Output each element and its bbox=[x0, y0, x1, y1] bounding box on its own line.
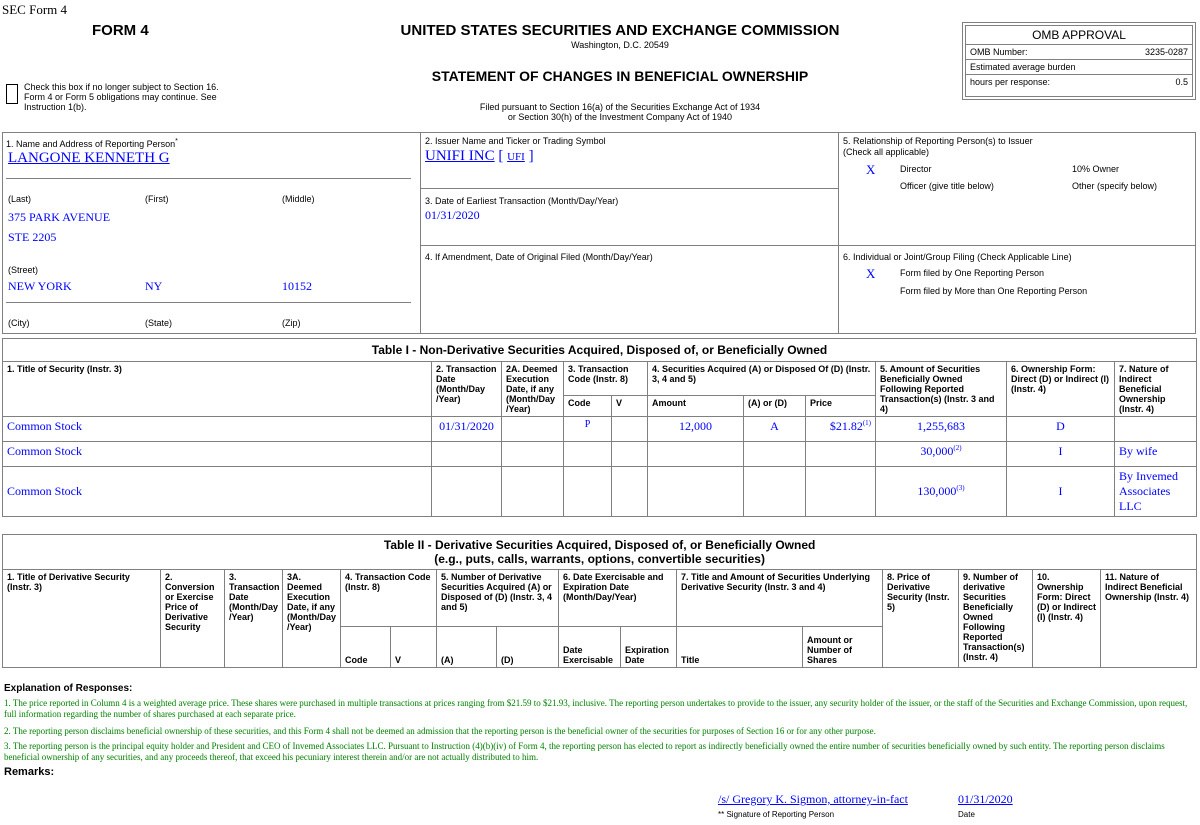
table-2-title-1: Table II - Derivative Securities Acquired, Disposed of, or Beneficially Owned bbox=[383, 538, 816, 552]
omb-hours-row bbox=[966, 74, 1192, 89]
t2-header-deemed: 3A. Deemed Execution Date, if any (Month/Day /Year) bbox=[283, 570, 341, 668]
issuer-line bbox=[425, 148, 534, 165]
t1-row2-owned bbox=[876, 442, 1007, 467]
omb-hours: 0.5 bbox=[1175, 77, 1188, 87]
t1-row1-deemed bbox=[502, 417, 564, 442]
t1-row2-aord bbox=[744, 442, 806, 467]
t2-header-number: 5. Number of Derivative Securities Acquired (A) or Disposed of (D) (Instr. 3, 4 and 5) bbox=[437, 570, 559, 627]
t1-header-code: 3. Transaction Code (Instr. 8) bbox=[564, 362, 648, 396]
issuer-name-link[interactable]: UNIFI INC bbox=[425, 148, 495, 164]
t1-row1-price-footnote: (1) bbox=[862, 419, 871, 427]
city-value: NEW YORK bbox=[8, 279, 72, 293]
t1-header-amount-owned: 5. Amount of Securities Beneficially Owned Following Reported Transaction(s) (Instr. 3 and 4) bbox=[876, 362, 1007, 417]
t2-header-title: 1. Title of Derivative Security (Instr. 3) bbox=[3, 570, 161, 668]
box1-label-mark: * bbox=[175, 138, 178, 145]
box6-label: 6. Individual or Joint/Group Filing (Check Applicable Line) bbox=[843, 252, 1072, 262]
footnote-2: 2. The reporting person disclaims beneficial ownership of these securities, and this Form 4 shall not be deemed an admission that the reporting person is the beneficial owner of the securities for purposes of Section 16 or for any other purpose. bbox=[4, 726, 876, 736]
form-label: FORM 4 bbox=[92, 22, 149, 39]
zip-label: (Zip) bbox=[282, 318, 301, 328]
box2-label: 2. Issuer Name and Ticker or Trading Symbol bbox=[425, 136, 606, 146]
t1-row3-date bbox=[432, 467, 502, 517]
omb-burden-row bbox=[966, 59, 1192, 74]
reporting-person-frame bbox=[2, 132, 1196, 334]
ticker-bracket-close: ] bbox=[528, 148, 534, 164]
table-row bbox=[3, 417, 1197, 442]
filed-line-2: or Section 30(h) of the Investment Company Act of 1940 bbox=[507, 112, 733, 122]
t1-header-date: 2. Transaction Date (Month/Day /Year) bbox=[432, 362, 502, 417]
t2-sub-a: (A) bbox=[437, 627, 497, 668]
date-label: Date bbox=[958, 810, 975, 819]
t1-row1-title: Common Stock bbox=[3, 417, 432, 442]
box1-label bbox=[6, 136, 178, 150]
reporting-person-name-link[interactable]: LANGONE KENNETH G bbox=[8, 150, 170, 166]
table-1-title: Table I - Non-Derivative Securities Acquired, Disposed of, or Beneficially Owned bbox=[3, 339, 1197, 362]
commission-location: Washington, D.C. 20549 bbox=[571, 40, 669, 50]
t1-row1-v bbox=[612, 417, 648, 442]
zip-value: 10152 bbox=[282, 279, 312, 293]
t2-header-code: 4. Transaction Code (Instr. 8) bbox=[341, 570, 437, 627]
t1-row3-form: I bbox=[1007, 467, 1115, 517]
other-label: Other (specify below) bbox=[1072, 181, 1158, 191]
t1-row3-v bbox=[612, 467, 648, 517]
t1-row1-date: 01/31/2020 bbox=[432, 417, 502, 442]
t1-row3-owned bbox=[876, 467, 1007, 517]
t2-sub-expiration: Expiration Date bbox=[621, 627, 677, 668]
t1-row2-owned-value: 30,000 bbox=[920, 444, 954, 458]
t1-row2-date bbox=[432, 442, 502, 467]
street-line-1: 375 PARK AVENUE bbox=[8, 210, 111, 224]
one-person-label: Form filed by One Reporting Person bbox=[900, 268, 1045, 278]
footnote-3: 3. The reporting person is the principal equity holder and President and CEO of Invemed Associates LLC. Pursuant to Instruction (4)(b)(iv) of Form 4, the reporting person has elected to report as indirectly beneficially owned the entire number of securities beneficially owned by such entity. The reporting person disclaims beneficial ownership of any securities, and any proceeds thereof, that exceed his pecuniary interest therein and/or are not actually distributed to him. bbox=[4, 741, 1165, 762]
t1-row3-code bbox=[564, 467, 612, 517]
footnote-1: 1. The price reported in Column 4 is a weighted average price. These shares were purchased in multiple transactions at prices ranging from $21.59 to $21.93, inclusive. The reporting person undertakes to provide to the issuer, any security holder of the issuer, or the staff of the Securities and Exchange Commission, upon request, full information regarding the number of shares purchased at each separate price. bbox=[4, 698, 1188, 719]
t1-header-ownership-form: 6. Ownership Form: Direct (D) or Indirect (I) (Instr. 4) bbox=[1007, 362, 1115, 417]
omb-number: 3235-0287 bbox=[1144, 47, 1188, 57]
last-label: (Last) bbox=[8, 194, 32, 204]
earliest-transaction-date: 01/31/2020 bbox=[425, 208, 480, 222]
t2-header-price: 8. Price of Derivative Security (Instr. 5) bbox=[883, 570, 959, 668]
ticker-bracket-open: [ bbox=[498, 148, 504, 164]
street-line-2: STE 2205 bbox=[8, 230, 57, 244]
table-row bbox=[3, 442, 1197, 467]
t1-header-nature: 7. Nature of Indirect Beneficial Ownership (Instr. 4) bbox=[1115, 362, 1197, 417]
omb-number-label: OMB Number: bbox=[970, 47, 1028, 57]
box4-label: 4. If Amendment, Date of Original Filed (Month/Day/Year) bbox=[425, 252, 653, 262]
t1-row2-code bbox=[564, 442, 612, 467]
table-2-derivative bbox=[2, 534, 1197, 668]
city-label: (City) bbox=[8, 318, 30, 328]
commission-title: UNITED STATES SECURITIES AND EXCHANGE COMMISSION bbox=[400, 22, 840, 39]
one-person-mark: X bbox=[866, 266, 876, 281]
t1-row3-nature: By Invemed Associates LLC bbox=[1115, 467, 1197, 517]
t1-row3-price bbox=[806, 467, 876, 517]
t1-row1-price bbox=[806, 417, 876, 442]
section16-checkbox[interactable] bbox=[6, 84, 18, 109]
t2-sub-v: V bbox=[391, 627, 437, 668]
t1-row1-form: D bbox=[1007, 417, 1115, 442]
street-label: (Street) bbox=[8, 265, 39, 275]
box5-label-2: (Check all applicable) bbox=[843, 147, 930, 157]
t1-row3-amount bbox=[648, 467, 744, 517]
state-label: (State) bbox=[145, 318, 173, 328]
middle-label: (Middle) bbox=[282, 194, 315, 204]
box5-label bbox=[843, 136, 1033, 158]
t1-row2-amount bbox=[648, 442, 744, 467]
t1-row1-owned bbox=[876, 417, 1007, 442]
t2-header-conversion: 2. Conversion or Exercise Price of Derivative Security bbox=[161, 570, 225, 668]
sec-form-label: SEC Form 4 bbox=[2, 2, 68, 17]
t2-header-nature: 11. Nature of Indirect Beneficial Ownership (Instr. 4) bbox=[1101, 570, 1197, 668]
t1-row2-price bbox=[806, 442, 876, 467]
t2-sub-d: (D) bbox=[497, 627, 559, 668]
t1-row1-nature bbox=[1115, 417, 1197, 442]
filed-line-1: Filed pursuant to Section 16(a) of the Securities Exchange Act of 1934 bbox=[479, 102, 761, 112]
t2-header-exercisable: 6. Date Exercisable and Expiration Date (Month/Day/Year) bbox=[559, 570, 677, 627]
t1-row3-deemed bbox=[502, 467, 564, 517]
t2-sub-title: Title bbox=[677, 627, 803, 668]
t2-header-form: 10. Ownership Form: Direct (D) or Indirect (I) (Instr. 4) bbox=[1033, 570, 1101, 668]
t1-row2-title: Common Stock bbox=[3, 442, 432, 467]
director-mark: X bbox=[866, 162, 876, 177]
omb-burden-label: Estimated average burden bbox=[970, 62, 1076, 72]
t1-sub-amount: Amount bbox=[648, 396, 744, 417]
t2-header-underlying: 7. Title and Amount of Securities Underlying Derivative Security (Instr. 3 and 4) bbox=[677, 570, 883, 627]
t1-row2-deemed bbox=[502, 442, 564, 467]
t1-sub-aord: (A) or (D) bbox=[744, 396, 806, 417]
omb-number-row bbox=[966, 44, 1192, 59]
t1-row2-owned-footnote: (2) bbox=[953, 444, 962, 452]
state-value: NY bbox=[145, 279, 163, 293]
table-2-title bbox=[3, 535, 1197, 570]
box3-label: 3. Date of Earliest Transaction (Month/Day/Year) bbox=[425, 196, 619, 206]
t1-sub-v: V bbox=[612, 396, 648, 417]
signature: /s/ Gregory K. Sigmon, attorney-in-fact bbox=[718, 792, 908, 806]
first-label: (First) bbox=[145, 194, 169, 204]
t2-header-date: 3. Transaction Date (Month/Day /Year) bbox=[225, 570, 283, 668]
t1-header-deemed: 2A. Deemed Execution Date, if any (Month/Day /Year) bbox=[502, 362, 564, 417]
t2-sub-amount-shares: Amount or Number of Shares bbox=[803, 627, 883, 668]
table-2-title-2: (e.g., puts, calls, warrants, options, convertible securities) bbox=[434, 552, 765, 566]
t1-row1-aord: A bbox=[744, 417, 806, 442]
filed-pursuant bbox=[340, 102, 900, 122]
omb-hours-label: hours per response: bbox=[970, 77, 1051, 87]
t2-sub-exercisable: Date Exercisable bbox=[559, 627, 621, 668]
t1-row2-form: I bbox=[1007, 442, 1115, 467]
box5-label-1: 5. Relationship of Reporting Person(s) to Issuer bbox=[843, 136, 1033, 146]
officer-label: Officer (give title below) bbox=[900, 181, 994, 191]
omb-title: OMB APPROVAL bbox=[1032, 28, 1126, 42]
t1-row3-title: Common Stock bbox=[3, 467, 432, 517]
table-1-non-derivative bbox=[2, 338, 1197, 517]
more-persons-label: Form filed by More than One Reporting Person bbox=[900, 286, 1088, 296]
t1-header-title: 1. Title of Security (Instr. 3) bbox=[3, 362, 432, 417]
t1-row1-code: P bbox=[564, 417, 612, 442]
t1-header-securities: 4. Securities Acquired (A) or Disposed Of (D) (Instr. 3, 4 and 5) bbox=[648, 362, 876, 396]
t1-row2-nature: By wife bbox=[1115, 442, 1197, 467]
ten-percent-owner-label: 10% Owner bbox=[1072, 164, 1120, 174]
table-row bbox=[3, 467, 1197, 517]
section16-text: Check this box if no longer subject to Section 16. Form 4 or Form 5 obligations may continue. See Instruction 1(b). bbox=[24, 82, 219, 112]
explanation-heading: Explanation of Responses: bbox=[4, 683, 133, 694]
t2-header-owned: 9. Number of derivative Securities Beneficially Owned Following Reported Transaction(s) (Instr. 4) bbox=[959, 570, 1033, 668]
box1-label-text: 1. Name and Address of Reporting Person bbox=[6, 139, 176, 149]
t1-row3-owned-value: 130,000 bbox=[917, 484, 957, 498]
remarks-heading: Remarks: bbox=[4, 766, 55, 778]
statement-title: STATEMENT OF CHANGES IN BENEFICIAL OWNERSHIP bbox=[431, 68, 809, 84]
t1-sub-price: Price bbox=[806, 396, 876, 417]
director-label: Director bbox=[900, 164, 932, 174]
t1-row1-amount: 12,000 bbox=[648, 417, 744, 442]
signature-label: ** Signature of Reporting Person bbox=[718, 810, 835, 819]
ticker-link[interactable]: UFI bbox=[507, 151, 525, 163]
t2-sub-code: Code bbox=[341, 627, 391, 668]
t1-sub-code: Code bbox=[564, 396, 612, 417]
t1-row1-price-value: $21.82 bbox=[829, 419, 863, 433]
t1-row3-owned-footnote: (3) bbox=[956, 484, 965, 492]
omb-approval-box bbox=[962, 22, 1196, 100]
signature-date: 01/31/2020 bbox=[958, 792, 1013, 806]
t1-row2-v bbox=[612, 442, 648, 467]
t1-row1-owned-value: 1,255,683 bbox=[917, 419, 965, 433]
t1-row3-aord bbox=[744, 467, 806, 517]
